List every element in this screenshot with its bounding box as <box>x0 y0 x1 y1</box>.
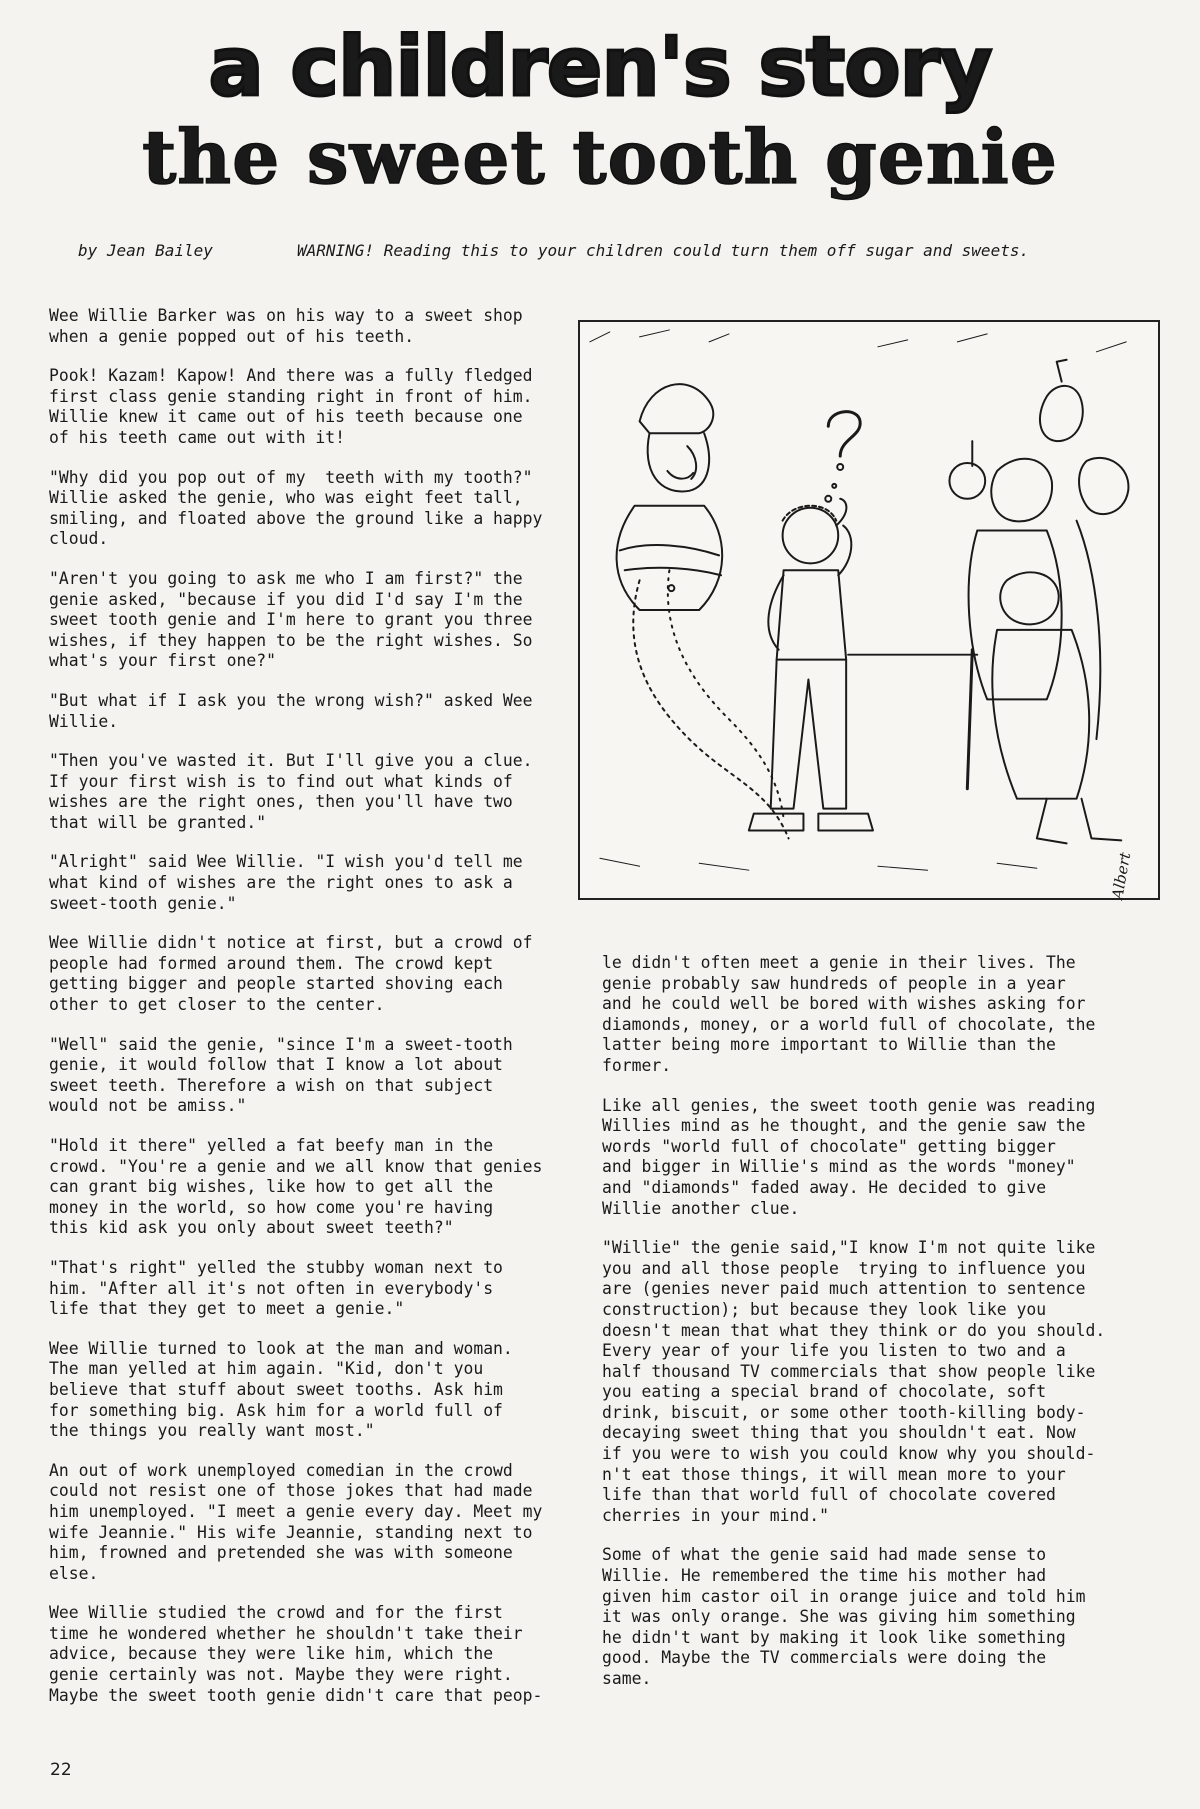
paragraph: Wee Willie Barker was on his way to a sweet shop when a genie popped out of his teeth. <box>49 306 523 346</box>
paragraph: "Willie" the genie said,"I know I'm not quite like you and all those people trying to influence you are (genies never paid much attention to sentence construction); but because they look like you doesn't mean that what they think or do you should. Every year of your life you listen to two and a half thousand TV commercials that show people like you eating a special brand of chocolate, soft drink, biscuit, or some other tooth-killing body- decaying sweet thing that you shouldn't eat. Now if you were to wish you could know why you should- n't eat those things, it will mean more to your life than that world full of chocolate covered cherries in your mind." <box>602 1238 1106 1525</box>
paragraph: "Alright" said Wee Willie. "I wish you'd tell me what kind of wishes are the right ones to ask a sweet-tooth genie." <box>49 852 523 913</box>
paragraph: An out of work unemployed comedian in the crowd could not resist one of those jokes that had made him unemployed. "I meet a genie every day. Meet my wife Jeannie." His wife Jeannie, standing next to him, frowned and pretended she was with someone else. <box>49 1460 543 1583</box>
story-kicker-title: a children's story <box>208 20 992 115</box>
paragraph: Pook! Kazam! Kapow! And there was a fully fledged first class genie standing right in front of him. Willie knew it came out of his teeth because one of his teeth came out with it! <box>49 366 533 447</box>
paragraph: "Aren't you going to ask me who I am first?" the genie asked, "because if you did I'd say I'm the sweet tooth genie and I'm here to grant you three wishes, if they happen to be the right wishes. So what's your first one?" <box>49 568 533 671</box>
page-number: 22 <box>50 1760 72 1780</box>
story-column-left <box>49 306 569 1725</box>
warning-note: WARNING! Reading this to your children could turn them off sugar and sweets. <box>297 241 1030 260</box>
story-title: the sweet tooth genie <box>142 115 1058 201</box>
paragraph: "But what if I ask you the wrong wish?" asked Wee Willie. <box>49 690 533 731</box>
paragraph: Some of what the genie said had made sense to Willie. He remembered the time his mother had given him castor oil in orange juice and told him it was only orange. She was giving him something he didn't want by making it look like something good. Maybe the TV commercials were doing the same. <box>602 1545 1086 1688</box>
paragraph: "Then you've wasted it. But I'll give you a clue. If your first wish is to find out what kinds of wishes are the right ones, then you'll have two that will be granted." <box>49 751 533 832</box>
story-column-right <box>602 953 1142 1709</box>
paragraph: Wee Willie didn't notice at first, but a crowd of people had formed around them. The crowd kept getting bigger and people started shoving each other to get closer to the center. <box>49 933 533 1015</box>
paragraph: "Hold it there" yelled a fat beefy man in the crowd. "You're a genie and we all know that genies can grant big wishes, like how to get all the money in the world, so how come you're having this kid ask you only about sweet teeth?" <box>49 1136 543 1238</box>
genie-crowd-drawing <box>580 322 1158 898</box>
paragraph: Wee Willie turned to look at the man and woman. The man yelled at him again. "Kid, don't you believe that stuff about sweet tooths. Ask him for something big. Ask him for a world full of the things you really want most." <box>49 1338 513 1441</box>
paragraph: "That's right" yelled the stubby woman next to him. "After all it's not often in everybody's life that they get to meet a genie." <box>49 1257 503 1319</box>
paragraph: le didn't often meet a genie in their lives. The genie probably saw hundreds of people in a year and he could well be bored with wishes asking for diamonds, money, or a world full of chocolate, the latter being more important to Willie than the former. <box>602 953 1096 1075</box>
story-illustration <box>578 320 1160 900</box>
paragraph: Like all genies, the sweet tooth genie was reading Willies mind as he thought, and the genie saw the words "world full of chocolate" getting bigger and bigger in Willie's mind as the words "money" and "diamonds" faded away. He decided to give Willie another clue. <box>602 1095 1096 1218</box>
paragraph: "Well" said the genie, "since I'm a sweet-tooth genie, it would follow that I know a lot about sweet teeth. Therefore a wish on that subject would not be amiss." <box>49 1034 513 1116</box>
paragraph: "Why did you pop out of my teeth with my tooth?" Willie asked the genie, who was eight feet tall, smiling, and floated above the ground like a happy cloud. <box>49 467 543 549</box>
paragraph: Wee Willie studied the crowd and for the first time he wondered whether he shouldn't take their advice, because they were like him, which the genie certainly was not. Maybe they were right. Maybe the sweet tooth genie didn't care that peop- <box>49 1603 543 1705</box>
artist-signature: Albert <box>1108 850 1134 901</box>
author-byline: by Jean Bailey <box>78 241 213 260</box>
